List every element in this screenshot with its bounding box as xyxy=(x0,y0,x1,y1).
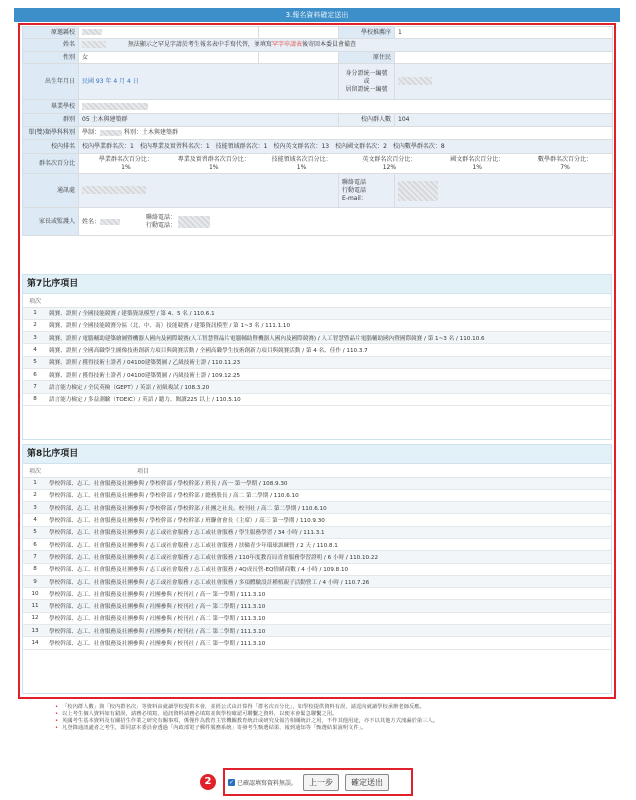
note-item: • 「校內群人數」與「校內群名次」等資料由就讀學校提供本會，並經公式由計算得「群名次百分比」，如學校提供資料有誤，請逕向就讀學校承辦老師反應。 xyxy=(55,704,615,711)
section-7 xyxy=(22,274,612,440)
table-row: 6 學校幹部、志工、社會服務及社團參與 / 志工或社會服務 / 志工或社會服務 / 扶輪青少年環球訓練營 / 2 天 / 110.8.1 xyxy=(23,538,611,550)
guardian-phone-blurred xyxy=(178,216,210,228)
table-row: 11 學校幹部、志工、社會服務及社團參與 / 社團參與 / 校刊社 / 高一 第二學期 / 111.3.10 xyxy=(23,600,611,612)
table-row: 4 學校幹部、志工、社會服務及社團參與 / 學校幹部 / 學校幹部 / 班聯會會長（主席）/ 高三 第一學期 / 110.9.30 xyxy=(23,514,611,526)
guardian-phones: 聯絡電話： 行動電話： xyxy=(145,213,176,229)
table-row: 5 學校幹部、志工、社會服務及社團參與 / 志工或社會服務 / 志工或社會服務 / 學生服務學習 / 34 小時 / 111.3.1 xyxy=(23,526,611,538)
number-label: 學校推薦序 xyxy=(339,27,395,39)
group-label: 群別 xyxy=(23,114,79,127)
address-blurred xyxy=(82,186,146,194)
pct-grid xyxy=(82,156,609,172)
table-row: 7 學校幹部、志工、社會服務及社團參與 / 志工或社會服務 / 志工或社會服務 / 110年度教育局青會服務學習證明 / 6 小時 / 110.10.22 xyxy=(23,551,611,563)
name-label: 姓名 xyxy=(23,39,79,52)
grad-school-blurred xyxy=(82,103,148,110)
table-row: 10 學校幹部、志工、社會服務及社團參與 / 社團參與 / 校刊社 / 高一 第一學期 / 111.3.10 xyxy=(23,588,611,600)
name-value-blurred xyxy=(82,41,106,48)
col-item: 項目 xyxy=(47,464,611,477)
rank-value: 校內學業群名次：1 校內專業及實習科名次：1 技能領域群名次：1 校內英文群名次：13 校內國文群名次：2 校內數學群名次：8 xyxy=(79,140,613,154)
table-row: 1 競賽、證照 / 全國技能競賽 / 建築資訊模型 / 第 4、5 名 / 110.6.1 xyxy=(23,307,611,319)
table-row: 9 學校幹部、志工、社會服務及社團參與 / 志工或社會服務 / 志工或社會服務 / 多項體驗設計種植親子活動營工 / 4 小時 / 110.7.26 xyxy=(23,575,611,587)
section-8-table xyxy=(23,464,611,650)
back-button[interactable]: 上一步 xyxy=(303,774,339,791)
school-value-blurred xyxy=(82,29,102,35)
group-value: 05 土木與建築群 xyxy=(79,114,339,127)
col-no: 項次 xyxy=(23,294,47,307)
table-row: 6 競賽、證照 / 獲得技術士證者 / 04100建築製圖 / 丙級技術士證 / 109.12.25 xyxy=(23,368,611,380)
id-value-blurred xyxy=(398,77,432,85)
pct-item: 數學群名次百分比： 7% xyxy=(538,155,593,171)
address-label: 通訊處 xyxy=(23,174,79,208)
table-row: 3 學校幹部、志工、社會服務及社團參與 / 學校幹部 / 學校幹部 / 社團之社長、校刊社 / 高二 第二學期 / 110.6.10 xyxy=(23,502,611,514)
note-item: • 以上考生個人資料如有錯誤，請務必填寫，通訊資料請務必填寫並與學校確認可聯繫之資料，以便本會緊急聯繫之用。 xyxy=(55,711,615,718)
rare-char-form-link[interactable]: 罕字申請表 xyxy=(271,41,302,48)
confirm-label: 已確認填寫資料無誤。 xyxy=(237,780,298,787)
school-rank-value: 104 xyxy=(395,114,613,127)
guardian-name-blurred xyxy=(100,219,120,225)
name-notice: 無法顯示之罕見字請於考生報名表中手寫代替，並填寫罕字申請表後寄回本委員會備查 xyxy=(127,41,356,48)
section-7-table xyxy=(23,294,611,406)
note-item: • 英國考生基本資料及有關招生作業之研究有關事項，係僅作為教育主管機關教育統計或研究及報告相關統計之用，不作其他用途，亦不以其他方式洩漏於第三人。 xyxy=(55,718,615,725)
pct-label: 群名次百分比 xyxy=(23,154,79,174)
school-rank-label: 校內群人數 xyxy=(339,114,395,127)
table-row: 4 競賽、證照 / 全國高職學生圖像技術創新力項目與競賽活動 / 全國高職學生技術創新力項目與競賽活動 / 第 4 名、佳作 / 110.3.7 xyxy=(23,344,611,356)
birth-value: 民國 93 年 4 月 4 日 xyxy=(79,64,339,100)
applicant-info-table xyxy=(22,26,613,236)
section-8-title: 第8比序項目 xyxy=(23,445,611,464)
number-value: 1 xyxy=(395,27,613,39)
pct-item: 英文群名次百分比： 12% xyxy=(362,155,417,171)
pct-item: 學業群名次百分比： 1% xyxy=(98,155,153,171)
pct-item: 專業及實習群名次百分比： 1% xyxy=(177,155,250,171)
dept-value-2: 科別：土木與建築群 xyxy=(123,129,178,136)
confirm-checkbox[interactable] xyxy=(228,778,297,787)
pct-item: 國文群名次百分比： 1% xyxy=(450,155,505,171)
contact-blurred xyxy=(398,181,438,201)
guardian-label: 家長或監護人 xyxy=(23,208,79,236)
badge-2: 2 xyxy=(200,774,216,790)
contact-labels: 聯絡電話 行動電話 E-mail： xyxy=(339,174,395,208)
table-row: 12 學校幹部、志工、社會服務及社團參與 / 社團參與 / 校刊社 / 高二 第一學期 / 111.3.10 xyxy=(23,612,611,624)
table-row: 13 學校幹部、志工、社會服務及社團參與 / 社團參與 / 校刊社 / 高二 第二學期 / 111.3.10 xyxy=(23,625,611,637)
dept-blurred xyxy=(100,130,122,136)
table-row: 2 競賽、證照 / 全國技能競賽分區（北、中、南）技能競賽 / 建築資訊模型 / 第 1~3 名 / 111.1.10 xyxy=(23,319,611,331)
table-row: 3 競賽、證照 / 電腦輔助建築繪圖暨機器人國內及國際競賽(人工智慧暨晶片電腦輔助暨機器人國內及國際競賽) / 人工智慧暨晶片電腦輔助國內暨國際競賽 / 第 1~3 名 / 110.10.6 xyxy=(23,332,611,344)
dept-value-1: 學制： xyxy=(82,129,101,136)
page-title: 3.報名資料確定送出 xyxy=(14,8,620,22)
table-row: 1 學校幹部、志工、社會服務及社團參與 / 學校幹部 / 學校幹部 / 班長 / 高一 第一學期 / 108.9.30 xyxy=(23,477,611,489)
table-row: 8 學校幹部、志工、社會服務及社團參與 / 志工或社會服務 / 志工或社會服務 / 4Q成長營-EQ情緒商數 / 4 小時 / 109.8.10 xyxy=(23,563,611,575)
section-7-title: 第7比序項目 xyxy=(23,275,611,294)
submit-button[interactable]: 確定送出 xyxy=(345,774,389,791)
table-row: 14 學校幹部、志工、社會服務及社團參與 / 社團參與 / 校刊社 / 高三 第一學期 / 111.3.10 xyxy=(23,637,611,649)
col-no: 項次 xyxy=(23,464,47,477)
table-row: 5 競賽、證照 / 獲得技術士證者 / 04100建築製圖 / 乙級技術士證 / 110.11.23 xyxy=(23,356,611,368)
birth-label: 出生年月日 xyxy=(23,64,79,100)
section-8 xyxy=(22,444,612,694)
notes-list xyxy=(55,704,615,732)
grad-school-label: 畢業學校 xyxy=(23,100,79,114)
checkbox-checked-icon[interactable]: ✓ xyxy=(228,779,235,786)
table-row: 7 語言能力檢定 / 全民英檢（GEPT）/ 英語 / 初級複試 / 108.3.20 xyxy=(23,381,611,393)
indigenous-label: 原住民 xyxy=(339,52,395,64)
table-row: 8 語言能力檢定 / 多益測驗（TOEIC）/ 英語 / 聽力、閱讀225 以上 / 110.5.10 xyxy=(23,393,611,405)
school-label: 原邀縣校 xyxy=(23,27,79,39)
guardian-name-label: 姓名： xyxy=(82,218,101,225)
dept-label: 單(雙)類學科科別 xyxy=(23,127,79,140)
gender-value: 女 xyxy=(79,52,259,64)
action-bar xyxy=(228,774,389,791)
note-item: • 凡登錄通訊處者之考生，即同意本委員會透過「內政部電子郵件服務系統」寄發考生甄選結果、報到通知等「甄選結果說明文件」。 xyxy=(55,725,615,732)
rank-label: 校內排名 xyxy=(23,140,79,154)
pct-item: 技能領域名次百分比： 1% xyxy=(271,155,332,171)
id-label: 身分證統一編號 或 居留證統一編號 xyxy=(339,64,395,100)
gender-label: 性別 xyxy=(23,52,79,64)
table-row: 2 學校幹部、志工、社會服務及社團參與 / 學校幹部 / 學校幹部 / 總務股長 / 高二 第二學期 / 110.6.10 xyxy=(23,489,611,501)
